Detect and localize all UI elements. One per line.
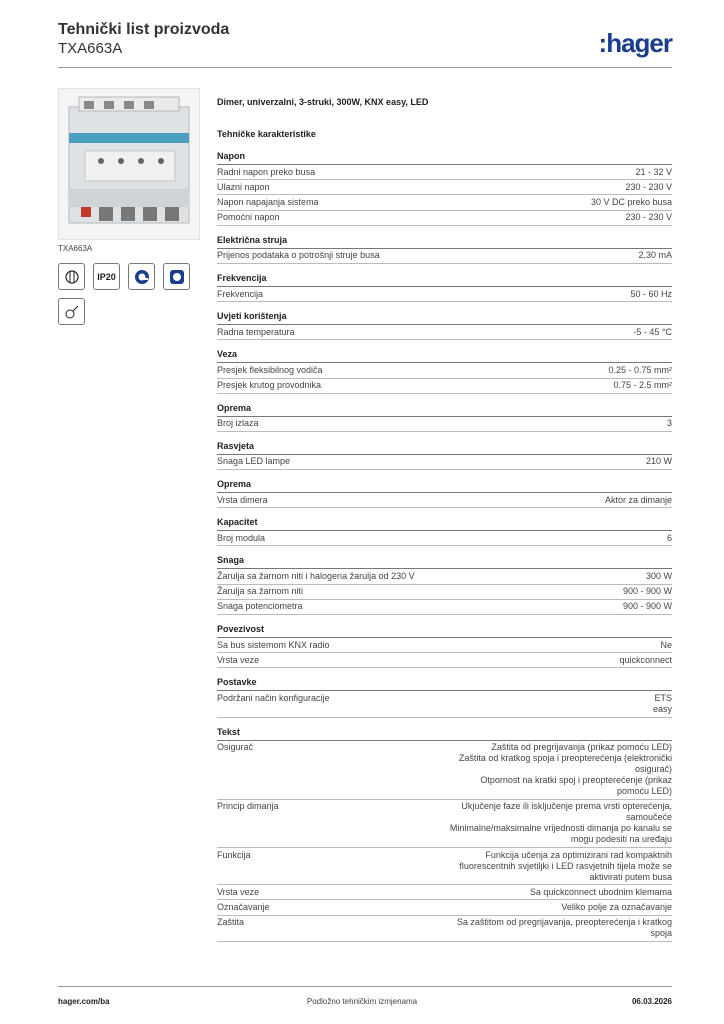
- product-panel: [58, 88, 198, 325]
- spec-row: [217, 195, 672, 210]
- spec-row: [217, 287, 672, 302]
- spec-value-line: Zaštita od pregrijavanja (prikaz pomoću LED): [491, 742, 672, 753]
- spec-value-line: 2,30 mA: [638, 250, 672, 261]
- spec-value-line: 0.25 - 0.75 mm²: [608, 364, 672, 375]
- spec-row: [217, 900, 672, 915]
- spec-row: [217, 885, 672, 900]
- section-title: Frekvencija: [217, 273, 672, 287]
- spec-row: [217, 691, 672, 717]
- spec-row: [217, 600, 672, 615]
- spec-value: [427, 289, 672, 300]
- spec-row: [217, 379, 672, 394]
- spec-value: [427, 182, 672, 193]
- spec-value-line: fluorescentnih svjetiljki i LED rasvjetnih tijela može se: [459, 860, 672, 871]
- spec-value-line: Sa zaštitom od pregrijavanja, preopterećenja i kratkog: [456, 917, 672, 928]
- spec-key: Vrsta veze: [217, 886, 260, 897]
- spec-key: Snaga potenciometra: [217, 601, 303, 612]
- spec-value-line: easy: [652, 703, 672, 714]
- spec-key: Presjek krutog provodnika: [217, 380, 322, 391]
- spec-key: Žarulja sa žarnom niti: [217, 586, 304, 597]
- section-title: Veza: [217, 349, 672, 363]
- spec-row: [217, 741, 672, 800]
- spec-key: Prijenos podataka o potrošnji struje busa: [217, 250, 380, 261]
- spec-key: Osigurač: [217, 742, 254, 753]
- spec-section: [217, 151, 672, 226]
- spec-value-line: Ne: [660, 639, 672, 650]
- spec-value-line: Sa quickconnect ubodnim klemama: [529, 886, 672, 897]
- spec-key: Funkcija: [217, 849, 251, 860]
- spec-row: [217, 325, 672, 340]
- spec-key: Vrsta veze: [217, 654, 260, 665]
- dimmer-device-illustration: [59, 89, 199, 239]
- spec-row: [217, 848, 672, 885]
- spec-section: [217, 517, 672, 546]
- section-title: Tekst: [217, 727, 672, 741]
- spec-value: [427, 456, 672, 467]
- spec-value: [427, 167, 672, 178]
- spec-key: Označavanje: [217, 901, 270, 912]
- spec-key: Vrsta dimera: [217, 494, 268, 505]
- product-image: [58, 88, 200, 240]
- spec-key: Broj izlaza: [217, 418, 259, 429]
- spec-value-line: 0.75 - 2.5 mm²: [613, 380, 672, 391]
- spec-row: [217, 493, 672, 508]
- spec-value: [427, 742, 672, 797]
- spec-value-line: samoučeće: [625, 812, 672, 823]
- spec-row: [217, 165, 672, 180]
- spec-key: Ulazni napon: [217, 181, 270, 192]
- spec-value: [427, 250, 672, 261]
- knx-easy-icon: [163, 263, 190, 290]
- spec-value: [427, 655, 672, 666]
- spec-section: [217, 677, 672, 717]
- spec-value: [427, 850, 672, 883]
- spec-value-line: Aktor za dimanje: [604, 494, 672, 505]
- spec-row: [217, 211, 672, 226]
- spec-value-line: Funkcija učenja za optimizirani rad kompaktnih: [485, 849, 672, 860]
- spec-key: Sa bus sistemom KNX radio: [217, 639, 330, 650]
- spec-value-line: quickconnect: [619, 654, 672, 665]
- spec-value-line: pomoću LED): [616, 786, 672, 797]
- product-image-caption: TXA663A: [58, 244, 93, 253]
- spec-value-line: 210 W: [645, 456, 672, 467]
- spec-key: Princip dimanja: [217, 801, 279, 812]
- spec-value-line: aktivirati putem busa: [589, 871, 672, 882]
- section-title: Kapacitet: [217, 517, 672, 531]
- spec-row: [217, 417, 672, 432]
- spec-value-line: 900 - 900 W: [622, 601, 672, 612]
- spec-row: [217, 916, 672, 942]
- spec-key: Podržani način konfiguracije: [217, 692, 330, 703]
- spec-value: [427, 640, 672, 651]
- header-divider: [58, 67, 672, 68]
- spec-row: [217, 653, 672, 668]
- spec-value-line: ETS: [654, 692, 672, 703]
- spec-row: [217, 249, 672, 264]
- spec-key: Zaštita: [217, 917, 245, 928]
- spec-section: [217, 349, 672, 393]
- section-title: Oprema: [217, 403, 672, 417]
- spec-key: Žarulja sa žarnom niti i halogena žarulja od 230 V: [217, 571, 415, 582]
- spec-section: [217, 441, 672, 470]
- spec-section: [217, 555, 672, 615]
- spec-value-line: Ukjučenje faze ili isključenje prema vrsti opterećenja,: [461, 801, 672, 812]
- spec-value: [427, 917, 672, 939]
- section-title: Uvjeti korištenja: [217, 311, 672, 325]
- product-code: TXA663A: [58, 40, 123, 57]
- spec-section: [217, 273, 672, 302]
- spec-value: [427, 197, 672, 208]
- spec-key: Presjek fleksibilnog vodiča: [217, 364, 323, 375]
- spec-value-line: 6: [666, 532, 672, 543]
- spec-value: [427, 212, 672, 223]
- hager-logo: :hager: [598, 28, 672, 58]
- spec-value: [427, 693, 672, 715]
- spec-section: [217, 235, 672, 264]
- hand-tool-icon: [58, 298, 85, 325]
- spec-value-line: 21 - 32 V: [635, 166, 672, 177]
- section-title: Rasvjeta: [217, 441, 672, 455]
- spec-value: [427, 586, 672, 597]
- spec-value-line: 3: [666, 418, 672, 429]
- spec-key: Napon napajanja sistema: [217, 196, 319, 207]
- spec-value: [427, 601, 672, 612]
- spec-value-line: osigurač): [634, 764, 672, 775]
- spec-row: [217, 180, 672, 195]
- section-title: Postavke: [217, 677, 672, 691]
- footer-disclaimer: Podložno tehničkim izmjenama: [306, 997, 418, 1006]
- spec-value-line: -5 - 45 °C: [633, 326, 672, 337]
- spec-value-line: Veliko polje za označavanje: [561, 901, 672, 912]
- din-rail-icon: [58, 263, 85, 290]
- spec-value: [427, 571, 672, 582]
- spec-value-line: Otpornost na kratki spoj i preopterećenje (prikaz: [480, 775, 672, 786]
- spec-row: [217, 363, 672, 378]
- spec-value: [427, 365, 672, 376]
- footer-date: 06.03.2026: [631, 997, 672, 1006]
- spec-row: [217, 800, 672, 848]
- header: [58, 20, 229, 58]
- spec-value-line: 50 - 60 Hz: [630, 288, 672, 299]
- ip20-icon: IP20: [93, 263, 120, 290]
- section-title: Povezivost: [217, 624, 672, 638]
- spec-sections: [217, 151, 672, 942]
- product-description: Dimer, univerzalni, 3-struki, 300W, KNX easy, LED: [217, 97, 429, 107]
- spec-section: [217, 479, 672, 508]
- spec-value-line: 230 - 230 V: [625, 181, 672, 192]
- section-title: Oprema: [217, 479, 672, 493]
- spec-row: [217, 531, 672, 546]
- specifications: [217, 97, 672, 951]
- spec-value-line: mogu podesiti na uređaju: [570, 834, 672, 845]
- spec-key: Radni napon preko busa: [217, 166, 316, 177]
- spec-section: [217, 311, 672, 340]
- spec-value: [427, 495, 672, 506]
- spec-value-line: 900 - 900 W: [622, 586, 672, 597]
- section-title: Napon: [217, 151, 672, 165]
- spec-value-line: Minimalne/maksimalne vrijednosti dimanja po kanalu se: [449, 823, 672, 834]
- spec-value: [427, 380, 672, 391]
- spec-key: Broj modula: [217, 532, 266, 543]
- spec-key: Pomoćni napon: [217, 212, 280, 223]
- spec-row: [217, 585, 672, 600]
- spec-row: [217, 638, 672, 653]
- spec-value: [427, 902, 672, 913]
- page-title: Tehnički list proizvoda: [58, 21, 230, 38]
- section-title: Snaga: [217, 555, 672, 569]
- spec-row: [217, 455, 672, 470]
- spec-value-line: spoja: [650, 928, 672, 939]
- spec-section: [217, 403, 672, 432]
- spec-value: [427, 887, 672, 898]
- spec-value: [427, 327, 672, 338]
- spec-value-line: 300 W: [645, 571, 672, 582]
- spec-value: [427, 801, 672, 845]
- section-title: Električna struja: [217, 235, 672, 249]
- spec-section: [217, 624, 672, 668]
- spec-row: [217, 569, 672, 584]
- spec-section: [217, 727, 672, 942]
- spec-value: [427, 533, 672, 544]
- spec-key: Frekvencija: [217, 288, 264, 299]
- certification-icons: [58, 263, 208, 325]
- footer-divider: [58, 986, 672, 987]
- spec-value-line: Zaštita od kratkog spoja i preopterećenja (elektronički: [458, 753, 672, 764]
- quickconnect-icon: [128, 263, 155, 290]
- footer-website: hager.com/ba: [58, 997, 110, 1006]
- spec-key: Radna temperatura: [217, 326, 295, 337]
- spec-value-line: 230 - 230 V: [625, 212, 672, 223]
- spec-value-line: 30 V DC preko busa: [590, 196, 672, 207]
- characteristics-title: Tehničke karakteristike: [217, 129, 316, 139]
- spec-key: Snaga LED lampe: [217, 456, 291, 467]
- spec-value: [427, 418, 672, 429]
